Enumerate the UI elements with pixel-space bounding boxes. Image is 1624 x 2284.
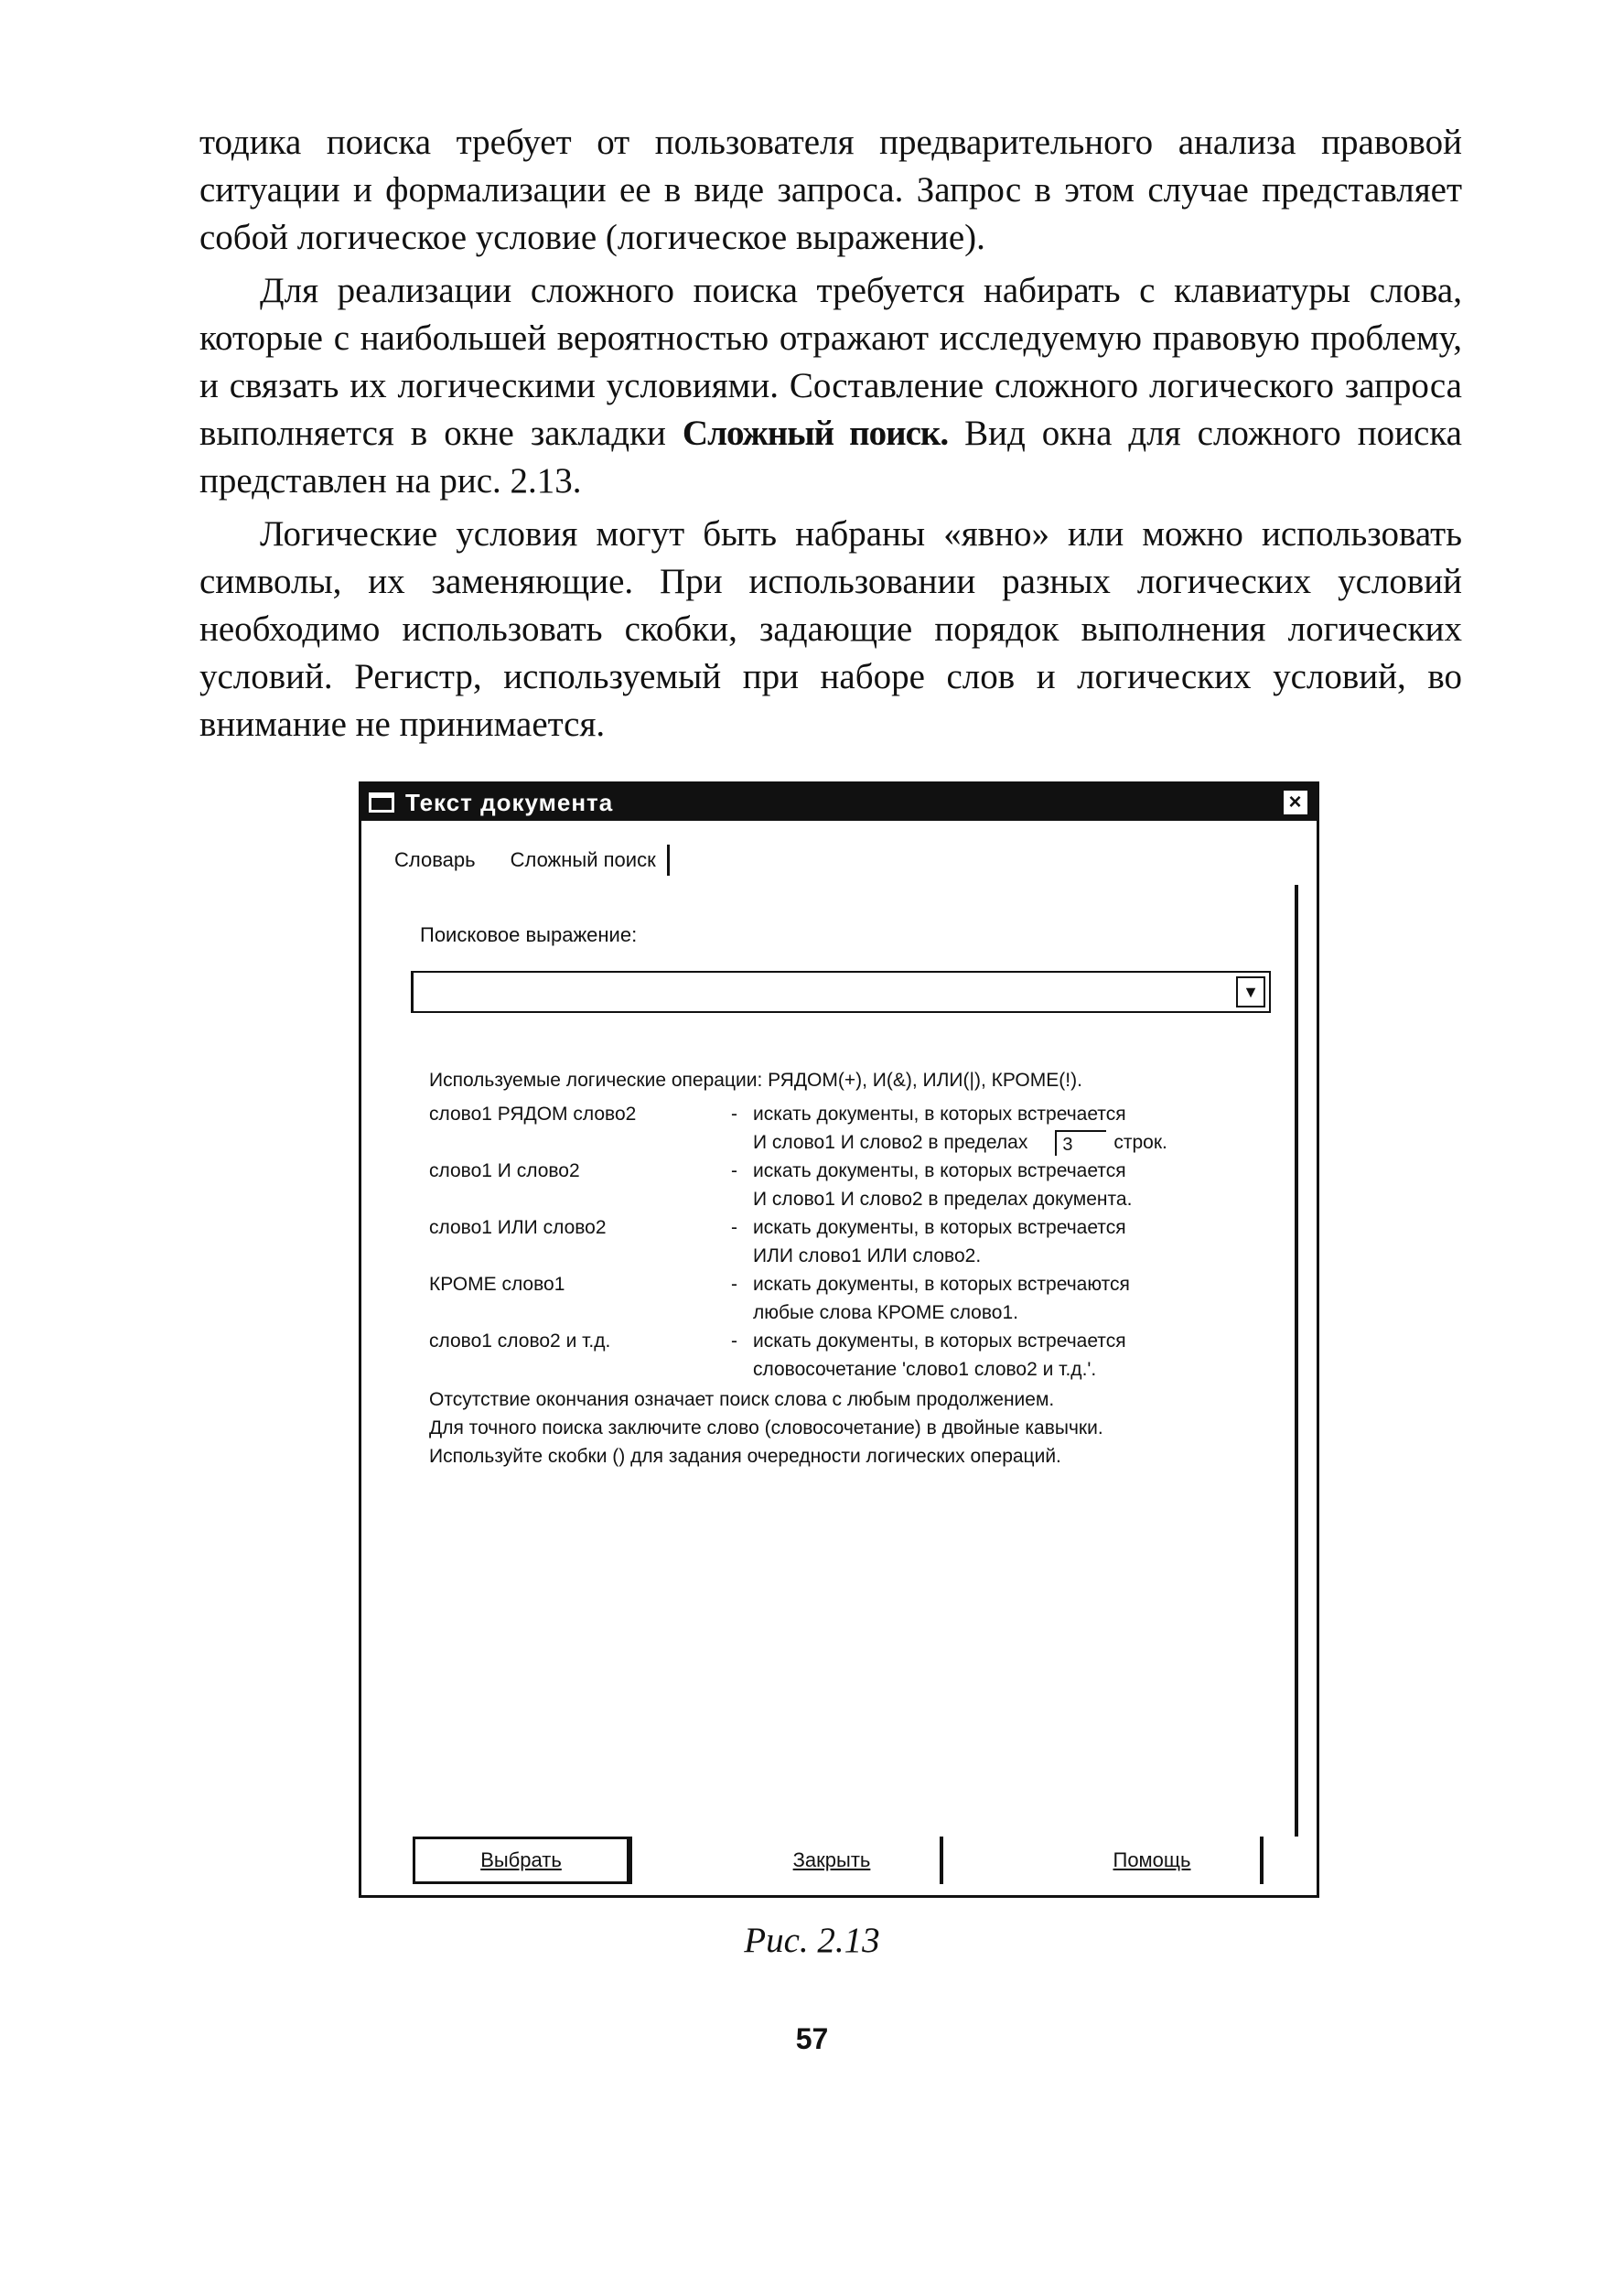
help-description-line — [753, 1128, 1307, 1157]
help-row — [429, 1327, 1307, 1384]
help-description-line: искать документы, в которых встречаются — [753, 1274, 1130, 1295]
help-description — [753, 1327, 1307, 1384]
button-bar — [413, 1837, 1273, 1888]
help-expression: слово1 И слово2 — [429, 1160, 580, 1181]
document-text-dialog — [359, 781, 1319, 1898]
operations-line: Используемые логические операции: РЯДОМ(+), И(&), ИЛИ(|), КРОМЕ(!). — [429, 1070, 1082, 1091]
page-number: 57 — [795, 2022, 829, 2055]
help-button[interactable] — [1044, 1837, 1264, 1884]
paragraph-2-end: Вид окна для сложного поиска представлен на рис. 2.13. — [199, 414, 1462, 501]
help-row — [429, 1213, 1307, 1270]
help-description-line: искать документы, в которых встречается — [753, 1104, 1126, 1125]
complex-search-panel — [380, 885, 1298, 1837]
help-note: Используйте скобки () для задания очередности логических операций. — [429, 1446, 1061, 1467]
select-button[interactable] — [413, 1837, 632, 1884]
search-expression-label: Поисковое выражение: — [420, 923, 638, 946]
help-row — [429, 1100, 1307, 1157]
tab-complex-search[interactable]: Сложный поиск — [505, 845, 670, 876]
body-text — [199, 119, 1462, 749]
help-dash: - — [731, 1331, 737, 1352]
help-dash: - — [731, 1274, 737, 1295]
help-description — [753, 1157, 1307, 1213]
close-icon: × — [1288, 790, 1303, 814]
help-notes — [429, 1385, 1307, 1471]
help-button-label: Помощь — [1113, 1848, 1191, 1871]
close-dialog-button-label: Закрыть — [792, 1848, 871, 1871]
paragraph-3: Логические условия могут быть набраны «явно» или можно использовать символы, их заменяющие. При использовании разных логических условий необходимо использовать скобки, задающие порядок выполнения логических условий. Регистр, используемый при наборе слов и логических условий, во внимание не принимается. — [199, 514, 1462, 744]
window-title: Текст документа — [405, 788, 614, 816]
select-button-label: Выбрать — [480, 1848, 562, 1871]
near-lines-input[interactable]: 3 — [1055, 1130, 1106, 1156]
help-dash: - — [731, 1160, 737, 1181]
paragraph-2-start: Для реализации сложного поиска требуется набирать с клавиатуры слова, которые с наибольшей вероятностью отражают исследуемую правовую проблему, и связать их логическими условиями. Составление сложного логического запроса выполняется в окне закладки — [199, 271, 1462, 453]
help-expression: слово1 слово2 и т.д. — [429, 1331, 611, 1352]
tab-dictionary[interactable]: Словарь — [394, 848, 476, 871]
help-dash: - — [731, 1104, 737, 1125]
help-description-line: любые слова КРОМЕ слово1. — [753, 1302, 1018, 1323]
help-row — [429, 1157, 1307, 1213]
help-description-line: искать документы, в которых встречается — [753, 1217, 1126, 1238]
figure-caption: Рис. 2.13 — [744, 1921, 880, 1960]
lines-suffix: строк. — [1113, 1132, 1167, 1153]
chevron-down-icon: ▼ — [1242, 982, 1259, 1001]
help-description — [753, 1270, 1307, 1327]
help-note: Отсутствие окончания означает поиск слова с любым продолжением. — [429, 1389, 1055, 1410]
help-row — [429, 1270, 1307, 1327]
tab-strip — [389, 845, 670, 876]
near-text: И слово1 И слово2 в пределах — [753, 1132, 1028, 1153]
close-dialog-button[interactable] — [724, 1837, 943, 1884]
help-description — [753, 1100, 1307, 1157]
window-icon — [369, 792, 394, 813]
dropdown-button[interactable] — [1236, 976, 1265, 1007]
help-description-line: И слово1 И слово2 в пределах документа. — [753, 1189, 1133, 1210]
help-dash: - — [731, 1217, 737, 1238]
help-description-line: искать документы, в которых встречается — [753, 1160, 1126, 1181]
help-description-line: искать документы, в которых встречается — [753, 1331, 1126, 1352]
paragraph-2 — [199, 267, 1462, 505]
paragraph-2-bold: Сложный поиск. — [682, 414, 949, 453]
title-bar[interactable] — [361, 784, 1317, 821]
close-button[interactable] — [1282, 789, 1309, 816]
search-expression-combobox[interactable] — [411, 971, 1271, 1013]
help-description — [753, 1213, 1307, 1270]
help-note: Для точного поиска заключите слово (словосочетание) в двойные кавычки. — [429, 1417, 1103, 1438]
help-description-line: словосочетание 'слово1 слово2 и т.д.'. — [753, 1359, 1097, 1380]
help-expression: КРОМЕ слово1 — [429, 1274, 565, 1295]
paragraph-1: тодика поиска требует от пользователя предварительного анализа правовой ситуации и формализации ее в виде запроса. Запрос в этом случае представляет собой логическое условие (логическое выражение). — [199, 123, 1462, 257]
help-expression: слово1 РЯДОМ слово2 — [429, 1104, 637, 1125]
help-expression: слово1 ИЛИ слово2 — [429, 1217, 607, 1238]
help-description-line: ИЛИ слово1 ИЛИ слово2. — [753, 1245, 982, 1266]
help-text — [429, 1066, 1307, 1471]
